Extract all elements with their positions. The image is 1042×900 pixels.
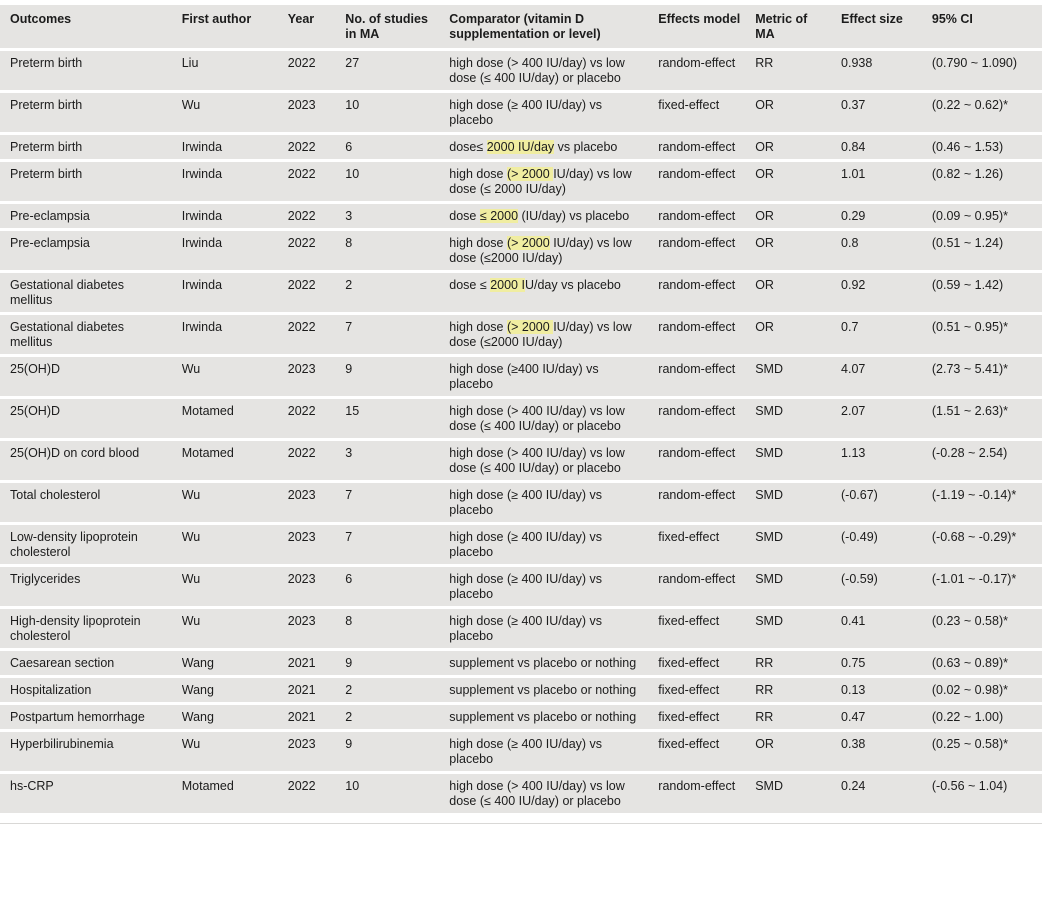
cell-effect-size: 0.8: [841, 231, 932, 270]
cell-metric: OR: [755, 732, 841, 771]
dose-highlight: (> 2000: [506, 236, 550, 250]
cell-n-studies: 10: [345, 774, 449, 813]
cell-ci: (1.51 ~ 2.63)*: [932, 399, 1042, 438]
cell-comparator: [449, 357, 658, 396]
cell-n-studies: 2: [345, 705, 449, 729]
cell-year: 2022: [288, 51, 346, 90]
cell-outcome: Gestational diabetes mellitus: [0, 315, 182, 354]
column-header-ci: 95% CI: [932, 5, 1042, 48]
cell-author: Motamed: [182, 399, 288, 438]
cell-effect-size: 1.01: [841, 162, 932, 201]
table-row: [0, 525, 1042, 564]
cell-author: Liu: [182, 51, 288, 90]
cell-year: 2023: [288, 483, 346, 522]
cell-effects-model: fixed-effect: [658, 525, 755, 564]
dose-highlight: 2000 IU/day: [486, 140, 555, 154]
cell-ci: (0.790 ~ 1.090): [932, 51, 1042, 90]
cell-author: Wang: [182, 678, 288, 702]
cell-effect-size: 0.29: [841, 204, 932, 228]
cell-year: 2023: [288, 567, 346, 606]
cell-metric: RR: [755, 51, 841, 90]
cell-n-studies: 7: [345, 483, 449, 522]
cell-effects-model: fixed-effect: [658, 705, 755, 729]
dose-highlight: ≤ 2000: [479, 209, 519, 223]
cell-effects-model: random-effect: [658, 231, 755, 270]
cell-effect-size: 0.38: [841, 732, 932, 771]
cell-year: 2023: [288, 732, 346, 771]
table-row: [0, 441, 1042, 480]
cell-comparator: [449, 678, 658, 702]
comparator-text: high dose (≥ 400 IU/day) vs placebo: [449, 98, 603, 127]
cell-n-studies: 7: [345, 315, 449, 354]
cell-effect-size: 0.7: [841, 315, 932, 354]
cell-outcome: High-density lipoprotein cholesterol: [0, 609, 182, 648]
cell-effects-model: random-effect: [658, 441, 755, 480]
comparator-text: IU/day) vs low dose (≤2000 IU/day): [449, 320, 632, 349]
cell-effects-model: random-effect: [658, 567, 755, 606]
cell-outcome: Preterm birth: [0, 51, 182, 90]
comparator-text: IU/day) vs low dose (≤2000 IU/day): [449, 236, 632, 265]
cell-n-studies: 6: [345, 567, 449, 606]
cell-comparator: [449, 162, 658, 201]
cell-metric: OR: [755, 315, 841, 354]
cell-metric: SMD: [755, 399, 841, 438]
column-header-comparator: Comparator (vitamin D supplementation or level): [449, 5, 658, 48]
cell-comparator: [449, 135, 658, 159]
cell-author: Wu: [182, 609, 288, 648]
cell-ci: (0.23 ~ 0.58)*: [932, 609, 1042, 648]
comparator-text: dose: [449, 209, 480, 223]
cell-metric: OR: [755, 273, 841, 312]
cell-author: Irwinda: [182, 162, 288, 201]
cell-outcome: 25(OH)D: [0, 399, 182, 438]
cell-year: 2022: [288, 204, 346, 228]
cell-effects-model: fixed-effect: [658, 93, 755, 132]
cell-comparator: [449, 231, 658, 270]
comparator-text: high dose (≥ 400 IU/day) vs placebo: [449, 530, 603, 559]
cell-effects-model: random-effect: [658, 273, 755, 312]
cell-year: 2022: [288, 135, 346, 159]
column-header-effects-model: Effects model: [658, 5, 755, 48]
cell-year: 2023: [288, 525, 346, 564]
cell-effects-model: fixed-effect: [658, 609, 755, 648]
cell-ci: (0.63 ~ 0.89)*: [932, 651, 1042, 675]
cell-outcome: Preterm birth: [0, 93, 182, 132]
cell-outcome: Caesarean section: [0, 651, 182, 675]
comparator-text: high dose (> 400 IU/day) vs low dose (≤ 400 IU/day) or placebo: [449, 779, 625, 808]
cell-n-studies: 2: [345, 273, 449, 312]
cell-comparator: [449, 51, 658, 90]
cell-effects-model: random-effect: [658, 357, 755, 396]
cell-effect-size: 4.07: [841, 357, 932, 396]
cell-metric: SMD: [755, 567, 841, 606]
cell-effect-size: 0.47: [841, 705, 932, 729]
column-header-no-studies: No. of studies in MA: [345, 5, 449, 48]
cell-author: Wu: [182, 357, 288, 396]
cell-effect-size: 0.24: [841, 774, 932, 813]
cell-year: 2022: [288, 315, 346, 354]
table-row: [0, 93, 1042, 132]
cell-ci: (0.51 ~ 0.95)*: [932, 315, 1042, 354]
comparator-text: IU/day) vs low dose (≤ 2000 IU/day): [449, 167, 632, 196]
cell-effect-size: 0.92: [841, 273, 932, 312]
cell-author: Irwinda: [182, 135, 288, 159]
cell-comparator: [449, 609, 658, 648]
cell-effect-size: 0.41: [841, 609, 932, 648]
cell-year: 2022: [288, 441, 346, 480]
cell-effects-model: fixed-effect: [658, 651, 755, 675]
cell-effects-model: random-effect: [658, 399, 755, 438]
cell-comparator: [449, 732, 658, 771]
cell-n-studies: 27: [345, 51, 449, 90]
cell-outcome: Preterm birth: [0, 135, 182, 159]
comparator-text: high dose (> 400 IU/day) vs low dose (≤ 400 IU/day) or placebo: [449, 56, 625, 85]
cell-author: Wang: [182, 705, 288, 729]
cell-year: 2023: [288, 357, 346, 396]
table-row: [0, 204, 1042, 228]
table-row: [0, 705, 1042, 729]
cell-ci: (0.22 ~ 0.62)*: [932, 93, 1042, 132]
cell-n-studies: 10: [345, 93, 449, 132]
cell-outcome: Postpartum hemorrhage: [0, 705, 182, 729]
cell-effects-model: random-effect: [658, 204, 755, 228]
cell-effects-model: random-effect: [658, 135, 755, 159]
cell-year: 2022: [288, 231, 346, 270]
comparator-text: high dose (≥ 400 IU/day) vs placebo: [449, 572, 603, 601]
cell-ci: (0.46 ~ 1.53): [932, 135, 1042, 159]
cell-ci: (-0.56 ~ 1.04): [932, 774, 1042, 813]
table-row: [0, 774, 1042, 813]
cell-ci: (0.82 ~ 1.26): [932, 162, 1042, 201]
cell-comparator: [449, 441, 658, 480]
comparator-text: vs placebo: [554, 140, 618, 154]
cell-ci: (0.02 ~ 0.98)*: [932, 678, 1042, 702]
cell-n-studies: 15: [345, 399, 449, 438]
cell-year: 2021: [288, 678, 346, 702]
cell-metric: OR: [755, 93, 841, 132]
table-row: [0, 162, 1042, 201]
cell-n-studies: 3: [345, 204, 449, 228]
cell-effects-model: fixed-effect: [658, 732, 755, 771]
cell-effects-model: random-effect: [658, 315, 755, 354]
cell-author: Wu: [182, 525, 288, 564]
cell-ci: (0.22 ~ 1.00): [932, 705, 1042, 729]
cell-comparator: [449, 774, 658, 813]
cell-outcome: Low-density lipoprotein cholesterol: [0, 525, 182, 564]
cell-metric: RR: [755, 651, 841, 675]
cell-effect-size: 0.13: [841, 678, 932, 702]
comparator-text: high dose (≥ 400 IU/day) vs placebo: [449, 488, 603, 517]
cell-effects-model: random-effect: [658, 774, 755, 813]
cell-author: Irwinda: [182, 204, 288, 228]
comparator-text: U/day vs placebo: [524, 278, 621, 292]
dose-highlight: (> 2000: [506, 320, 554, 334]
cell-ci: (-1.19 ~ -0.14)*: [932, 483, 1042, 522]
cell-comparator: [449, 93, 658, 132]
cell-year: 2022: [288, 273, 346, 312]
cell-year: 2023: [288, 93, 346, 132]
comparator-text: supplement vs placebo or nothing: [449, 656, 637, 670]
cell-outcome: Pre-eclampsia: [0, 204, 182, 228]
table-row: [0, 567, 1042, 606]
table-body: [0, 51, 1042, 813]
cell-outcome: Hyperbilirubinemia: [0, 732, 182, 771]
column-header-metric: Metric of MA: [755, 5, 841, 48]
comparator-text: supplement vs placebo or nothing: [449, 683, 637, 697]
cell-ci: (0.25 ~ 0.58)*: [932, 732, 1042, 771]
cell-n-studies: 10: [345, 162, 449, 201]
cell-comparator: [449, 204, 658, 228]
cell-effects-model: random-effect: [658, 51, 755, 90]
cell-outcome: Gestational diabetes mellitus: [0, 273, 182, 312]
cell-outcome: Total cholesterol: [0, 483, 182, 522]
table-row: [0, 678, 1042, 702]
comparator-text: high dose: [449, 320, 507, 334]
cell-effect-size: 0.938: [841, 51, 932, 90]
cell-effects-model: random-effect: [658, 162, 755, 201]
cell-comparator: [449, 525, 658, 564]
table-row: [0, 651, 1042, 675]
cell-metric: SMD: [755, 357, 841, 396]
cell-outcome: 25(OH)D on cord blood: [0, 441, 182, 480]
comparator-text: high dose (> 400 IU/day) vs low dose (≤ 400 IU/day) or placebo: [449, 446, 625, 475]
cell-metric: RR: [755, 705, 841, 729]
cell-effect-size: (-0.49): [841, 525, 932, 564]
cell-outcome: Hospitalization: [0, 678, 182, 702]
cell-effects-model: random-effect: [658, 483, 755, 522]
cell-metric: OR: [755, 231, 841, 270]
cell-outcome: Triglycerides: [0, 567, 182, 606]
table-row: [0, 231, 1042, 270]
table-bottom-rule: [0, 823, 1042, 828]
table-header-row: [0, 5, 1042, 48]
dose-highlight: 2000 I: [490, 278, 525, 292]
cell-author: Wu: [182, 93, 288, 132]
cell-effect-size: 0.37: [841, 93, 932, 132]
comparator-text: (IU/day) vs placebo: [518, 209, 630, 223]
cell-metric: OR: [755, 135, 841, 159]
cell-metric: OR: [755, 204, 841, 228]
cell-outcome: hs-CRP: [0, 774, 182, 813]
cell-year: 2022: [288, 162, 346, 201]
cell-n-studies: 8: [345, 231, 449, 270]
cell-effect-size: 0.84: [841, 135, 932, 159]
table-row: [0, 483, 1042, 522]
cell-outcome: 25(OH)D: [0, 357, 182, 396]
comparator-text: high dose: [449, 236, 507, 250]
cell-effect-size: (-0.59): [841, 567, 932, 606]
comparator-text: dose≤: [449, 140, 487, 154]
cell-effect-size: 2.07: [841, 399, 932, 438]
cell-author: Wang: [182, 651, 288, 675]
cell-comparator: [449, 705, 658, 729]
column-header-year: Year: [288, 5, 346, 48]
cell-ci: (0.51 ~ 1.24): [932, 231, 1042, 270]
comparator-text: high dose (≥ 400 IU/day) vs placebo: [449, 614, 603, 643]
cell-effect-size: 0.75: [841, 651, 932, 675]
comparator-text: high dose (> 400 IU/day) vs low dose (≤ 400 IU/day) or placebo: [449, 404, 625, 433]
column-header-outcomes: Outcomes: [0, 5, 182, 48]
cell-comparator: [449, 567, 658, 606]
cell-comparator: [449, 651, 658, 675]
cell-n-studies: 7: [345, 525, 449, 564]
cell-author: Irwinda: [182, 315, 288, 354]
cell-year: 2023: [288, 609, 346, 648]
dose-highlight: (> 2000: [506, 167, 554, 181]
cell-n-studies: 9: [345, 732, 449, 771]
column-header-effect-size: Effect size: [841, 5, 932, 48]
cell-n-studies: 9: [345, 651, 449, 675]
cell-year: 2021: [288, 651, 346, 675]
cell-year: 2022: [288, 774, 346, 813]
comparator-text: dose ≤: [449, 278, 491, 292]
cell-author: Irwinda: [182, 231, 288, 270]
table-row: [0, 732, 1042, 771]
cell-effect-size: (-0.67): [841, 483, 932, 522]
cell-year: 2021: [288, 705, 346, 729]
cell-author: Motamed: [182, 441, 288, 480]
cell-n-studies: 3: [345, 441, 449, 480]
cell-ci: (-0.68 ~ -0.29)*: [932, 525, 1042, 564]
cell-metric: SMD: [755, 483, 841, 522]
comparator-text: supplement vs placebo or nothing: [449, 710, 637, 724]
cell-comparator: [449, 273, 658, 312]
cell-metric: SMD: [755, 525, 841, 564]
cell-outcome: Preterm birth: [0, 162, 182, 201]
cell-metric: SMD: [755, 441, 841, 480]
table-row: [0, 273, 1042, 312]
table-row: [0, 399, 1042, 438]
cell-comparator: [449, 399, 658, 438]
cell-author: Wu: [182, 732, 288, 771]
cell-ci: (0.59 ~ 1.42): [932, 273, 1042, 312]
cell-metric: SMD: [755, 774, 841, 813]
meta-analysis-table: [0, 2, 1042, 816]
cell-comparator: [449, 315, 658, 354]
table-row: [0, 609, 1042, 648]
cell-n-studies: 8: [345, 609, 449, 648]
cell-effect-size: 1.13: [841, 441, 932, 480]
table-row: [0, 315, 1042, 354]
cell-author: Wu: [182, 567, 288, 606]
comparator-text: high dose: [449, 167, 507, 181]
cell-ci: (-1.01 ~ -0.17)*: [932, 567, 1042, 606]
cell-outcome: Pre-eclampsia: [0, 231, 182, 270]
table-row: [0, 51, 1042, 90]
cell-ci: (0.09 ~ 0.95)*: [932, 204, 1042, 228]
cell-n-studies: 9: [345, 357, 449, 396]
cell-metric: OR: [755, 162, 841, 201]
cell-n-studies: 6: [345, 135, 449, 159]
cell-n-studies: 2: [345, 678, 449, 702]
table-row: [0, 135, 1042, 159]
table-row: [0, 357, 1042, 396]
cell-ci: (-0.28 ~ 2.54): [932, 441, 1042, 480]
cell-metric: SMD: [755, 609, 841, 648]
cell-effects-model: fixed-effect: [658, 678, 755, 702]
cell-author: Motamed: [182, 774, 288, 813]
cell-comparator: [449, 483, 658, 522]
cell-year: 2022: [288, 399, 346, 438]
column-header-first-author: First author: [182, 5, 288, 48]
cell-metric: RR: [755, 678, 841, 702]
comparator-text: high dose (≥400 IU/day) vs placebo: [449, 362, 599, 391]
comparator-text: high dose (≥ 400 IU/day) vs placebo: [449, 737, 603, 766]
cell-author: Wu: [182, 483, 288, 522]
cell-author: Irwinda: [182, 273, 288, 312]
cell-ci: (2.73 ~ 5.41)*: [932, 357, 1042, 396]
